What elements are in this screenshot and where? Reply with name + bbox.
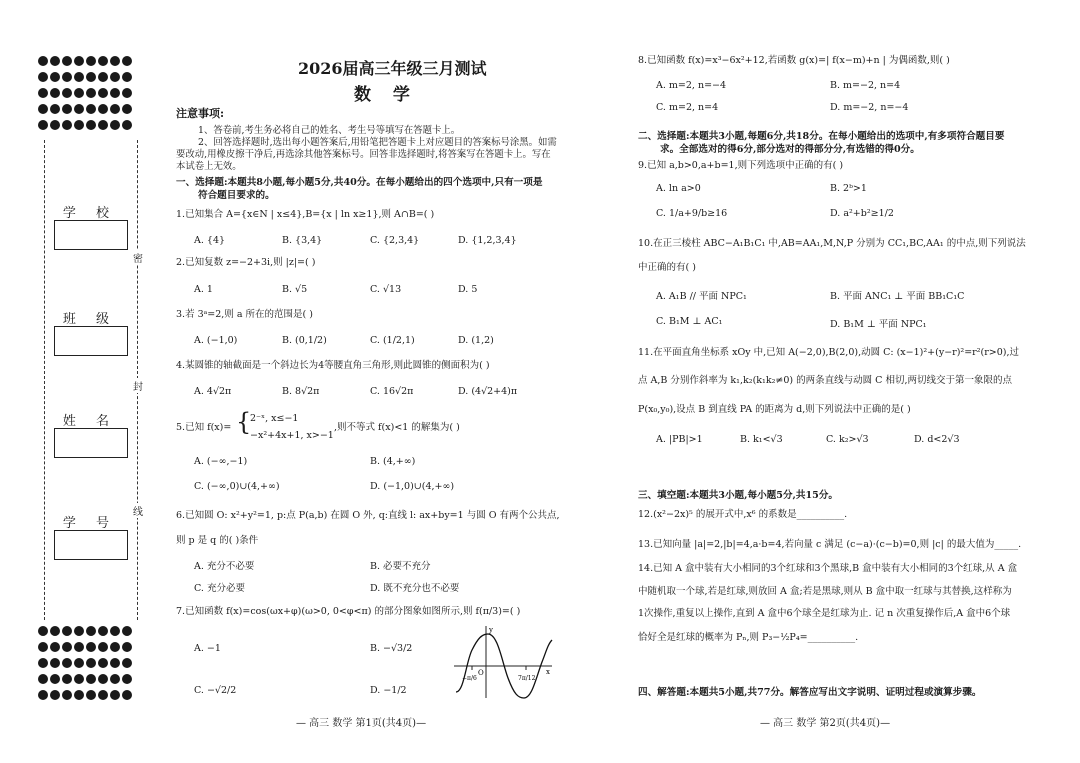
perforation-dot (122, 120, 132, 130)
q3-option-d[interactable]: D. (1,2) (458, 335, 494, 346)
q5-tail: ,则不等式 f(x)<1 的解集为( ) (334, 422, 460, 433)
section4-heading: 四、解答题:本题共5小题,共77分。解答应写出文字说明、证明过程或演算步骤。 (638, 687, 982, 698)
perforation-dot (38, 88, 48, 98)
perforation-dot (110, 658, 120, 668)
perforation-dot (98, 674, 108, 684)
perforation-dot (74, 674, 84, 684)
perforation-dot (86, 658, 96, 668)
q8-option-d[interactable]: D. m=−2, n=−4 (830, 102, 909, 113)
perforation-dot (62, 72, 72, 82)
q3-option-a[interactable]: A. (−1,0) (194, 335, 238, 346)
student-id-input-box[interactable] (54, 530, 128, 560)
perforation-dot (86, 120, 96, 130)
perforation-dot (50, 658, 60, 668)
q5-piece-1: 2⁻ˣ, x≤−1 (250, 413, 299, 424)
figure-origin-label: O (478, 669, 484, 677)
perforation-dot (62, 626, 72, 636)
perforation-dot (50, 626, 60, 636)
q9-option-b[interactable]: B. 2ᵇ>1 (830, 183, 867, 194)
q10-option-a[interactable]: A. A₁B // 平面 NPC₁ (656, 291, 747, 302)
perforation-dot (122, 626, 132, 636)
notes-heading: 注意事项: (176, 107, 225, 120)
q7-option-b[interactable]: B. −√3/2 (370, 643, 413, 654)
perforation-dot (110, 72, 120, 82)
q8-option-b[interactable]: B. m=−2, n=4 (830, 80, 901, 91)
question-8: 8.已知函数 f(x)=x³−6x²+12,若函数 g(x)=| f(x−m)+n | 为偶函数,则( ) (638, 55, 950, 66)
perforation-dot (110, 690, 120, 700)
perforation-dot (38, 674, 48, 684)
q10-option-c[interactable]: C. B₁M ⊥ AC₁ (656, 316, 723, 327)
perforation-dot (62, 690, 72, 700)
perforation-dot (110, 88, 120, 98)
perforation-dot (98, 56, 108, 66)
perforation-dot (62, 104, 72, 114)
question-14-cont-2: 1次操作,重复以上操作,直到 A 盒中6个球全是红球为止. 记 n 次重复操作后,A 盒中6个球 (638, 608, 1011, 619)
perforation-dot (86, 626, 96, 636)
perforation-dot (110, 642, 120, 652)
perforation-dot (98, 88, 108, 98)
perforation-dot (110, 120, 120, 130)
perforation-dot (38, 104, 48, 114)
question-11-cont-2: P(x₀,y₀),设点 B 到直线 PA 的距离为 d,则下列说法中正确的是( ) (638, 404, 911, 415)
perforation-dot (62, 56, 72, 66)
perforation-dot (74, 72, 84, 82)
perforation-dot (110, 674, 120, 684)
perforation-dot (38, 658, 48, 668)
q10-option-b[interactable]: B. 平面 ANC₁ ⊥ 平面 BB₁C₁C (830, 291, 965, 302)
class-input-box[interactable] (54, 326, 128, 356)
question-7: 7.已知函数 f(x)=cos(ωx+φ)(ω>0, 0<φ<π) 的部分图象如图所示,则 f(π/3)=( ) (176, 606, 521, 617)
figure-x-label: x (546, 668, 550, 676)
seal-char-xian: 线 (133, 503, 143, 518)
perforation-dot (110, 56, 120, 66)
q9-option-a[interactable]: A. ln a>0 (656, 183, 701, 194)
question-11: 11.在平面直角坐标系 xOy 中,已知 A(−2,0),B(2,0),动圆 C: (x−1)²+(y−r)²=r²(r>0),过 (638, 347, 1020, 358)
question-1: 1.已知集合 A={x∈N | x≤4},B={x | ln x≥1},则 A∩B=( ) (176, 209, 435, 220)
figure-tick-right: 7π/12 (518, 675, 536, 682)
section2-heading-cont: 求。全部选对的得6分,部分选对的得部分分,有选错的得0分。 (660, 144, 920, 155)
perforation-dot (50, 72, 60, 82)
q11-option-a[interactable]: A. |PB|>1 (656, 434, 703, 445)
piecewise-brace: { (236, 408, 252, 436)
perforation-dot (86, 88, 96, 98)
seal-char-feng: 封 (133, 378, 143, 393)
school-input-box[interactable] (54, 220, 128, 250)
student-id-label: 学 号 (62, 516, 118, 531)
perforation-dot (38, 120, 48, 130)
perforation-dot (122, 658, 132, 668)
perforation-dot (50, 56, 60, 66)
perforation-dot (38, 72, 48, 82)
question-2: 2.已知复数 z=−2+3i,则 |z|=( ) (176, 257, 316, 268)
perforation-dot (86, 690, 96, 700)
q6-option-c[interactable]: C. 充分必要 (194, 583, 245, 594)
perforation-dot (74, 104, 84, 114)
q8-option-a[interactable]: A. m=2, n=−4 (656, 80, 727, 91)
question-5: 5.已知 f(x)= (176, 422, 232, 433)
q7-option-d[interactable]: D. −1/2 (370, 685, 407, 696)
perforation-dot (98, 658, 108, 668)
section1-heading-cont: 符合题目要求的。 (198, 190, 275, 201)
perforation-dot (62, 88, 72, 98)
question-14-cont-1: 中随机取一个球,若是红球,则放回 A 盒;若是黑球,则从 B 盒中取一红球与其替换,这样称为 (638, 586, 1012, 597)
notes-line-2: 2、回答选择题时,选出每小题答案后,用铅笔把答题卡上对应题目的答案标号涂黑。如需 (198, 137, 557, 148)
perforation-dot (122, 88, 132, 98)
question-9: 9.已知 a,b>0,a+b=1,则下列选项中正确的有( ) (638, 160, 844, 171)
question-14-cont-3: 恰好全是红球的概率为 Pₙ,则 P₃−½P₄=__________. (638, 632, 859, 643)
q7-option-a[interactable]: A. −1 (194, 643, 221, 654)
q1-option-d[interactable]: D. {1,2,3,4} (458, 235, 517, 246)
perforation-dot (98, 626, 108, 636)
question-12: 12.(x²−2x)⁵ 的展开式中,x⁶ 的系数是__________. (638, 509, 848, 520)
perforation-dot (86, 104, 96, 114)
q11-option-d[interactable]: D. d<2√3 (914, 434, 960, 445)
subject-title: 数 学 (354, 85, 418, 105)
perforation-dot (122, 642, 132, 652)
perforation-dots-bottom (38, 626, 134, 700)
page1-footer: — 高三 数学 第1页(共4页)— (296, 718, 427, 729)
perforation-dot (38, 56, 48, 66)
page2-footer: — 高三 数学 第2页(共4页)— (760, 718, 891, 729)
figure-tick-left: −π/6 (462, 675, 477, 682)
binding-dashed-line-left (44, 140, 45, 620)
perforation-dot (98, 72, 108, 82)
q3-option-c[interactable]: C. (1/2,1) (370, 335, 415, 346)
perforation-dot (62, 674, 72, 684)
q6-option-b[interactable]: B. 必要不充分 (370, 561, 431, 572)
cosine-graph-figure (452, 622, 556, 702)
school-label: 学 校 (62, 206, 118, 221)
perforation-dot (86, 56, 96, 66)
q8-option-c[interactable]: C. m=2, n=4 (656, 102, 719, 113)
perforation-dot (50, 674, 60, 684)
perforation-dot (74, 56, 84, 66)
section2-heading: 二、选择题:本题共3小题,每题6分,共18分。在每小题给出的选项中,有多项符合题目要 (638, 131, 1005, 142)
name-label: 姓 名 (62, 414, 118, 429)
question-4: 4.某圆锥的轴截面是一个斜边长为4等腰直角三角形,则此圆锥的侧面积为( ) (176, 360, 490, 371)
q6-option-d[interactable]: D. 既不充分也不必要 (370, 583, 460, 594)
perforation-dot (74, 690, 84, 700)
perforation-dot (98, 120, 108, 130)
figure-y-label: y (489, 626, 493, 634)
q7-option-c[interactable]: C. −√2/2 (194, 685, 237, 696)
question-11-cont: 点 A,B 分别作斜率为 k₁,k₂(k₁k₂≠0) 的两条直线与动圆 C 相切,两切线交于第一象限的点 (638, 375, 1012, 386)
seal-char-mi: 密 (133, 250, 143, 265)
perforation-dot (74, 658, 84, 668)
perforation-dot (38, 690, 48, 700)
question-6-cont: 则 p 是 q 的( )条件 (176, 535, 259, 546)
name-input-box[interactable] (54, 428, 128, 458)
perforation-dots-top (38, 56, 134, 130)
q6-option-a[interactable]: A. 充分不必要 (194, 561, 255, 572)
perforation-dot (50, 642, 60, 652)
q5-option-c[interactable]: C. (−∞,0)∪(4,+∞) (194, 481, 280, 492)
q10-option-d[interactable]: D. B₁M ⊥ 平面 NPC₁ (830, 319, 927, 330)
q5-option-a[interactable]: A. (−∞,−1) (194, 456, 248, 467)
perforation-dot (38, 642, 48, 652)
notes-line-3: 要改动,用橡皮擦干净后,再选涂其他答案标号。回答非选择题时,将答案写在答题卡上。写在 (176, 149, 551, 160)
perforation-dot (86, 642, 96, 652)
class-label: 班 级 (62, 312, 118, 327)
perforation-dot (98, 690, 108, 700)
q5-option-d[interactable]: D. (−1,0)∪(4,+∞) (370, 481, 455, 492)
q5-piece-2: −x²+4x+1, x>−1 (250, 430, 334, 441)
q2-option-c[interactable]: C. √13 (370, 284, 402, 295)
q3-option-b[interactable]: B. (0,1/2) (282, 335, 327, 346)
perforation-dot (86, 72, 96, 82)
q2-option-a[interactable]: A. 1 (194, 284, 213, 295)
notes-line-4: 本试卷上无效。 (176, 161, 242, 172)
perforation-dot (110, 104, 120, 114)
perforation-dot (50, 690, 60, 700)
perforation-dot (74, 626, 84, 636)
question-3: 3.若 3ᵃ=2,则 a 所在的范围是( ) (176, 309, 313, 320)
perforation-dot (110, 626, 120, 636)
question-10: 10.在正三棱柱 ABC−A₁B₁C₁ 中,AB=AA₁,M,N,P 分别为 CC₁,BC,AA₁ 的中点,则下列说法 (638, 238, 1026, 249)
q2-option-b[interactable]: B. √5 (282, 284, 308, 295)
q9-option-c[interactable]: C. 1/a+9/b≥16 (656, 208, 728, 219)
perforation-dot (98, 104, 108, 114)
question-14: 14.已知 A 盒中装有大小相同的3个红球和3个黑球,B 盒中装有大小相同的3个红球,从 A 盒 (638, 563, 1018, 574)
q11-option-b[interactable]: B. k₁<√3 (740, 434, 783, 445)
q2-option-d[interactable]: D. 5 (458, 284, 478, 295)
perforation-dot (62, 642, 72, 652)
q4-option-a[interactable]: A. 4√2π (194, 386, 232, 397)
perforation-dot (50, 104, 60, 114)
q4-option-d[interactable]: D. (4√2+4)π (458, 386, 518, 397)
perforation-dot (98, 642, 108, 652)
notes-line-1: 1、答卷前,考生务必将自己的姓名、考生号等填写在答题卡上。 (198, 125, 461, 136)
q5-option-b[interactable]: B. (4,+∞) (370, 456, 416, 467)
q4-option-c[interactable]: C. 16√2π (370, 386, 414, 397)
exam-title: 2026届高三年级三月测试 (298, 59, 487, 78)
perforation-dot (74, 642, 84, 652)
perforation-dot (122, 690, 132, 700)
perforation-dot (122, 56, 132, 66)
q9-option-d[interactable]: D. a²+b²≥1/2 (830, 208, 894, 219)
question-10-cont: 中正确的有( ) (638, 262, 696, 273)
q11-option-c[interactable]: C. k₂>√3 (826, 434, 869, 445)
perforation-dot (50, 88, 60, 98)
perforation-dot (122, 104, 132, 114)
perforation-dot (62, 120, 72, 130)
q1-option-b[interactable]: B. {3,4} (282, 235, 323, 246)
q4-option-b[interactable]: B. 8√2π (282, 386, 320, 397)
perforation-dot (86, 674, 96, 684)
section3-heading: 三、填空题:本题共3小题,每小题5分,共15分。 (638, 490, 839, 501)
question-6: 6.已知圆 O: x²+y²=1, p:点 P(a,b) 在圆 O 外, q:直线 l: ax+by=1 与圆 O 有两个公共点, (176, 510, 560, 521)
perforation-dot (62, 658, 72, 668)
section1-heading: 一、选择题:本题共8小题,每小题5分,共40分。在每小题给出的四个选项中,只有一项是 (176, 177, 543, 188)
q1-option-a[interactable]: A. {4} (194, 235, 226, 246)
perforation-dot (74, 88, 84, 98)
perforation-dot (122, 72, 132, 82)
question-13: 13.已知向量 |a|=2,|b|=4,a·b=4,若向量 c 满足 (c−a)·(c−b)=0,则 |c| 的最大值为_____. (638, 539, 1022, 550)
perforation-dot (122, 674, 132, 684)
perforation-dot (50, 120, 60, 130)
perforation-dot (74, 120, 84, 130)
q1-option-c[interactable]: C. {2,3,4} (370, 235, 420, 246)
perforation-dot (38, 626, 48, 636)
